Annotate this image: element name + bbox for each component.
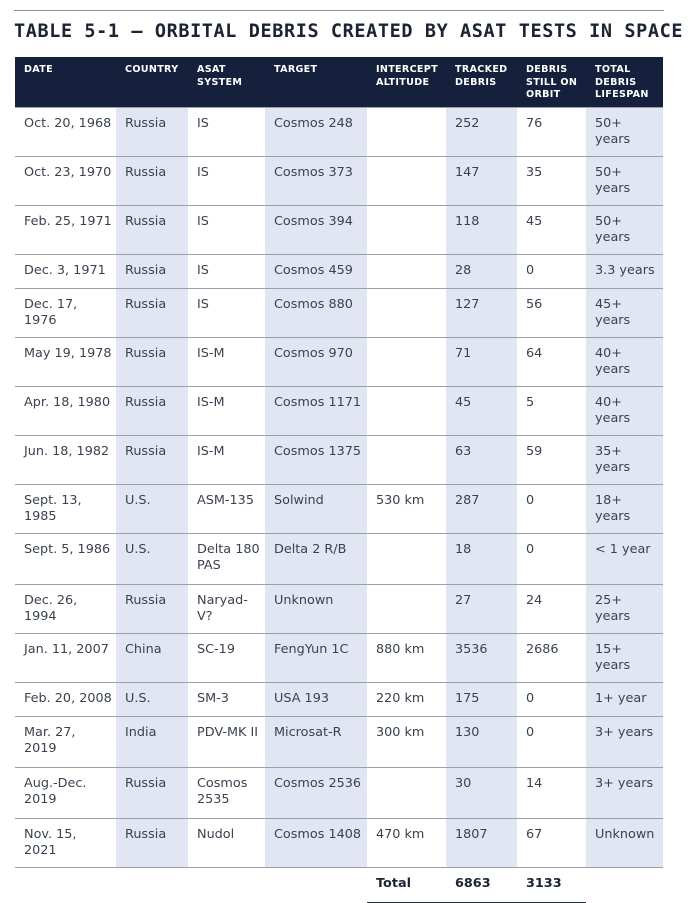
cell-country: Russia [116,585,188,634]
cell-target: USA 193 [265,683,367,717]
cell-country: Russia [116,255,188,289]
cell-on-orbit: 45 [517,206,586,255]
table-row [15,387,663,436]
cell-altitude [367,108,446,157]
cell-target: Cosmos 394 [265,206,367,255]
col-header-lifespan: TOTAL DEBRIS LIFESPAN [586,57,663,108]
cell-date: Oct. 23, 1970 [15,157,116,206]
cell-lifespan: 15+ years [586,634,663,683]
col-header-asat-system: ASAT SYSTEM [188,57,265,108]
col-header-intercept-altitude: INTERCEPT ALTITUDE [367,57,446,108]
col-header-target: TARGET [265,57,367,108]
cell-on-orbit: 24 [517,585,586,634]
cell-tracked: 45 [446,387,517,436]
cell-altitude: 220 km [367,683,446,717]
cell-on-orbit: 59 [517,436,586,485]
table-row [15,436,663,485]
cell-tracked: 1807 [446,819,517,868]
cell-country: U.S. [116,534,188,585]
table-row [15,634,663,683]
table-row [15,338,663,387]
cell-tracked: 118 [446,206,517,255]
table-row [15,717,663,768]
cell-tracked: 28 [446,255,517,289]
cell-on-orbit: 2686 [517,634,586,683]
cell-on-orbit: 76 [517,108,586,157]
cell-lifespan: 1+ year [586,683,663,717]
cell-country: China [116,634,188,683]
cell-lifespan: 3+ years [586,717,663,768]
col-header-date: DATE [15,57,116,108]
cell-altitude [367,436,446,485]
cell-date: Jan. 11, 2007 [15,634,116,683]
cell-target: FengYun 1C [265,634,367,683]
cell-lifespan: 25+ years [586,585,663,634]
total-label: Total [367,868,446,903]
cell-target: Cosmos 1375 [265,436,367,485]
cell-altitude: 880 km [367,634,446,683]
cell-date: Sept. 13, 1985 [15,485,116,534]
cell-country: Russia [116,206,188,255]
cell-country: Russia [116,108,188,157]
cell-tracked: 252 [446,108,517,157]
cell-target: Cosmos 970 [265,338,367,387]
table-row [15,255,663,289]
cell-altitude: 470 km [367,819,446,868]
table-title: TABLE 5-1 — ORBITAL DEBRIS CREATED BY ASAT TESTS IN SPACE [14,21,684,42]
table-row [15,819,663,868]
cell-on-orbit: 64 [517,338,586,387]
table-row [15,108,663,157]
cell-country: Russia [116,436,188,485]
cell-date: Feb. 20, 2008 [15,683,116,717]
cell-asat-system: IS-M [188,387,265,436]
cell-tracked: 3536 [446,634,517,683]
cell-asat-system: SC-19 [188,634,265,683]
cell-altitude [367,387,446,436]
cell-target: Unknown [265,585,367,634]
cell-country: Russia [116,157,188,206]
total-on-orbit: 3133 [517,868,586,903]
cell-altitude [367,534,446,585]
cell-date: Feb. 25, 1971 [15,206,116,255]
cell-target: Cosmos 459 [265,255,367,289]
cell-tracked: 127 [446,289,517,338]
cell-on-orbit: 0 [517,534,586,585]
cell-country: Russia [116,768,188,819]
cell-lifespan: 3.3 years [586,255,663,289]
cell-target: Cosmos 2536 [265,768,367,819]
cell-date: Mar. 27, 2019 [15,717,116,768]
cell-lifespan: 40+ years [586,338,663,387]
cell-target: Cosmos 248 [265,108,367,157]
table-row [15,768,663,819]
cell-altitude [367,289,446,338]
cell-country: U.S. [116,683,188,717]
cell-lifespan: 50+ years [586,108,663,157]
cell-on-orbit: 0 [517,683,586,717]
cell-target: Cosmos 1171 [265,387,367,436]
col-header-debris-on-orbit: DEBRIS STILL ON ORBIT [517,57,586,108]
cell-asat-system: Cosmos 2535 [188,768,265,819]
cell-altitude: 300 km [367,717,446,768]
cell-tracked: 18 [446,534,517,585]
cell-on-orbit: 0 [517,255,586,289]
cell-asat-system: IS [188,289,265,338]
cell-lifespan: 50+ years [586,157,663,206]
cell-country: India [116,717,188,768]
cell-date: Apr. 18, 1980 [15,387,116,436]
cell-lifespan: Unknown [586,819,663,868]
cell-tracked: 27 [446,585,517,634]
cell-country: Russia [116,819,188,868]
cell-lifespan: 50+ years [586,206,663,255]
total-tracked: 6863 [446,868,517,903]
cell-lifespan: 3+ years [586,768,663,819]
cell-asat-system: ASM-135 [188,485,265,534]
col-header-tracked-debris: TRACKED DEBRIS [446,57,517,108]
cell-date: Sept. 5, 1986 [15,534,116,585]
cell-target: Cosmos 373 [265,157,367,206]
table-row [15,206,663,255]
cell-lifespan: 45+ years [586,289,663,338]
cell-country: U.S. [116,485,188,534]
cell-on-orbit: 0 [517,485,586,534]
table-row [15,683,663,717]
cell-asat-system: Nudol [188,819,265,868]
cell-tracked: 30 [446,768,517,819]
table-row [15,585,663,634]
cell-target: Cosmos 1408 [265,819,367,868]
cell-altitude [367,157,446,206]
cell-date: Dec. 17, 1976 [15,289,116,338]
table-row [15,534,663,585]
cell-tracked: 287 [446,485,517,534]
cell-date: Aug.-Dec. 2019 [15,768,116,819]
cell-asat-system: Naryad-V? [188,585,265,634]
cell-on-orbit: 67 [517,819,586,868]
cell-date: Dec. 26, 1994 [15,585,116,634]
cell-on-orbit: 5 [517,387,586,436]
cell-altitude [367,255,446,289]
cell-on-orbit: 0 [517,717,586,768]
cell-tracked: 147 [446,157,517,206]
cell-target: Microsat-R [265,717,367,768]
cell-altitude [367,768,446,819]
cell-altitude [367,338,446,387]
cell-country: Russia [116,289,188,338]
cell-country: Russia [116,338,188,387]
cell-asat-system: IS-M [188,338,265,387]
cell-tracked: 130 [446,717,517,768]
cell-lifespan: 40+ years [586,387,663,436]
cell-on-orbit: 14 [517,768,586,819]
cell-target: Cosmos 880 [265,289,367,338]
top-rule [14,10,664,11]
cell-altitude: 530 km [367,485,446,534]
cell-asat-system: IS-M [188,436,265,485]
cell-tracked: 71 [446,338,517,387]
table-row [15,289,663,338]
cell-date: Nov. 15, 2021 [15,819,116,868]
cell-asat-system: IS [188,108,265,157]
cell-on-orbit: 56 [517,289,586,338]
cell-altitude [367,206,446,255]
cell-lifespan: 18+ years [586,485,663,534]
cell-asat-system: IS [188,206,265,255]
table-row [15,485,663,534]
table-row [15,157,663,206]
cell-target: Solwind [265,485,367,534]
cell-date: Oct. 20, 1968 [15,108,116,157]
cell-country: Russia [116,387,188,436]
cell-target: Delta 2 R/B [265,534,367,585]
cell-tracked: 175 [446,683,517,717]
cell-lifespan: 35+ years [586,436,663,485]
cell-tracked: 63 [446,436,517,485]
cell-on-orbit: 35 [517,157,586,206]
cell-asat-system: IS [188,157,265,206]
cell-date: Jun. 18, 1982 [15,436,116,485]
header-row [15,57,663,108]
cell-date: May 19, 1978 [15,338,116,387]
asat-debris-table [15,57,663,903]
cell-asat-system: Delta 180 PAS [188,534,265,585]
cell-lifespan: < 1 year [586,534,663,585]
cell-asat-system: SM-3 [188,683,265,717]
cell-asat-system: IS [188,255,265,289]
col-header-country: COUNTRY [116,57,188,108]
total-row [15,868,663,903]
cell-asat-system: PDV-MK II [188,717,265,768]
cell-date: Dec. 3, 1971 [15,255,116,289]
cell-altitude [367,585,446,634]
